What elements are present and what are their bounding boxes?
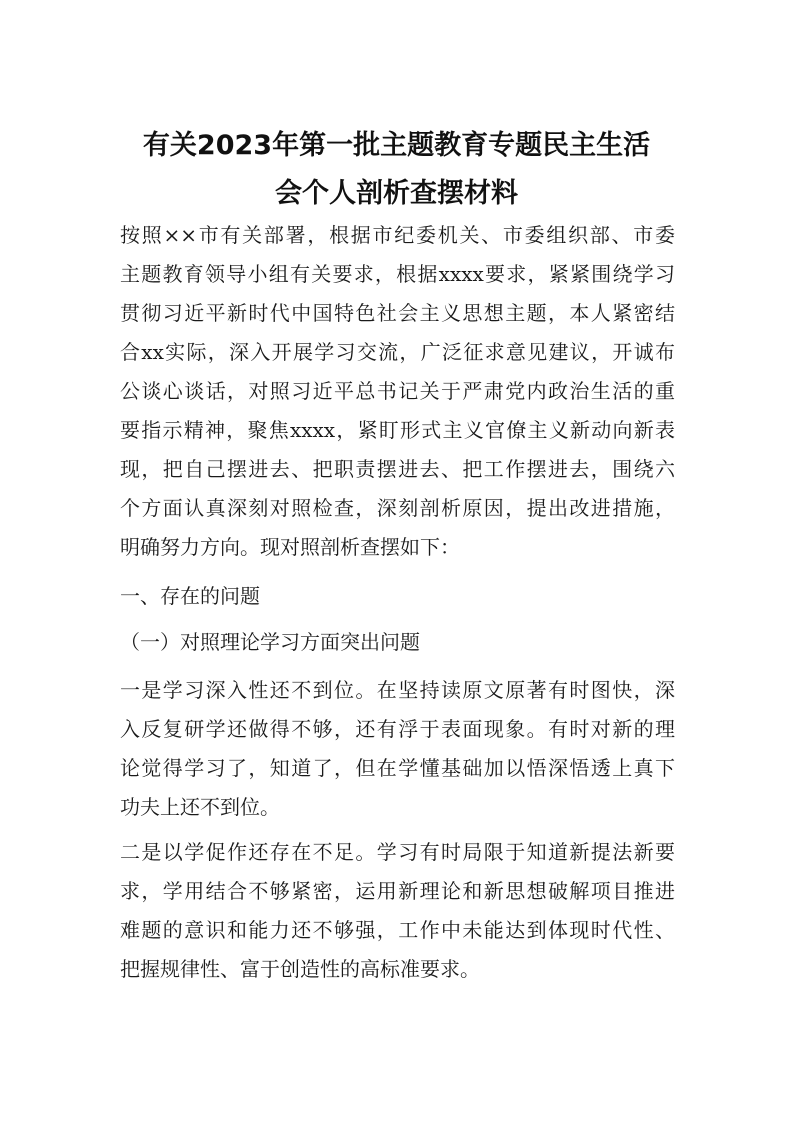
point-one-line: 一是学习深入性还不到位。在坚持读原文原著有时图快，深 bbox=[120, 678, 675, 702]
intro-line: 主题教育领导小组有关要求，根据xxxx要求，紧紧围绕学习 bbox=[120, 262, 675, 286]
point-two-line: 把握规律性、富于创造性的高标准要求。 bbox=[120, 957, 480, 981]
point-two-line: 难题的意识和能力还不够强，工作中未能达到体现时代性、 bbox=[120, 918, 675, 942]
point-one-line: 功夫上还不到位。 bbox=[120, 795, 280, 819]
intro-line: 要指示精神，聚焦xxxx，紧盯形式主义官僚主义新动向新表 bbox=[120, 418, 675, 442]
document-title-line-1: 有关2023年第一批主题教育专题民主生活 bbox=[142, 130, 651, 161]
intro-line: 现，把自己摆进去、把职责摆进去、把工作摆进去，围绕六 bbox=[120, 457, 675, 481]
intro-line: 合xx实际，深入开展学习交流，广泛征求意见建议，开诚布 bbox=[120, 340, 675, 364]
point-one-line: 入反复研学还做得不够，还有浮于表面现象。有时对新的理 bbox=[120, 717, 675, 741]
intro-line: 明确努力方向。现对照剖析查摆如下： bbox=[120, 535, 460, 559]
point-two-line: 求，学用结合不够紧密，运用新理论和新思想破解项目推进 bbox=[120, 879, 675, 903]
intro-line: 按照××市有关部署，根据市纪委机关、市委组织部、市委 bbox=[120, 223, 675, 247]
intro-line: 贯彻习近平新时代中国特色社会主义思想主题，本人紧密结 bbox=[120, 301, 675, 325]
point-two-line: 二是以学促作还存在不足。学习有时局限于知道新提法新要 bbox=[120, 840, 675, 864]
section-heading: 一、存在的问题 bbox=[120, 584, 260, 608]
point-one-line: 论觉得学习了，知道了，但在学懂基础加以悟深悟透上真下 bbox=[120, 756, 675, 780]
intro-line: 公谈心谈话，对照习近平总书记关于严肃党内政治生活的重 bbox=[120, 379, 675, 403]
intro-line: 个方面认真深刻对照检查，深刻剖析原因，提出改进措施， bbox=[120, 496, 675, 520]
subsection-heading: （一）对照理论学习方面突出问题 bbox=[120, 630, 420, 654]
document-title-line-2: 会个人剖析查摆材料 bbox=[275, 178, 518, 209]
